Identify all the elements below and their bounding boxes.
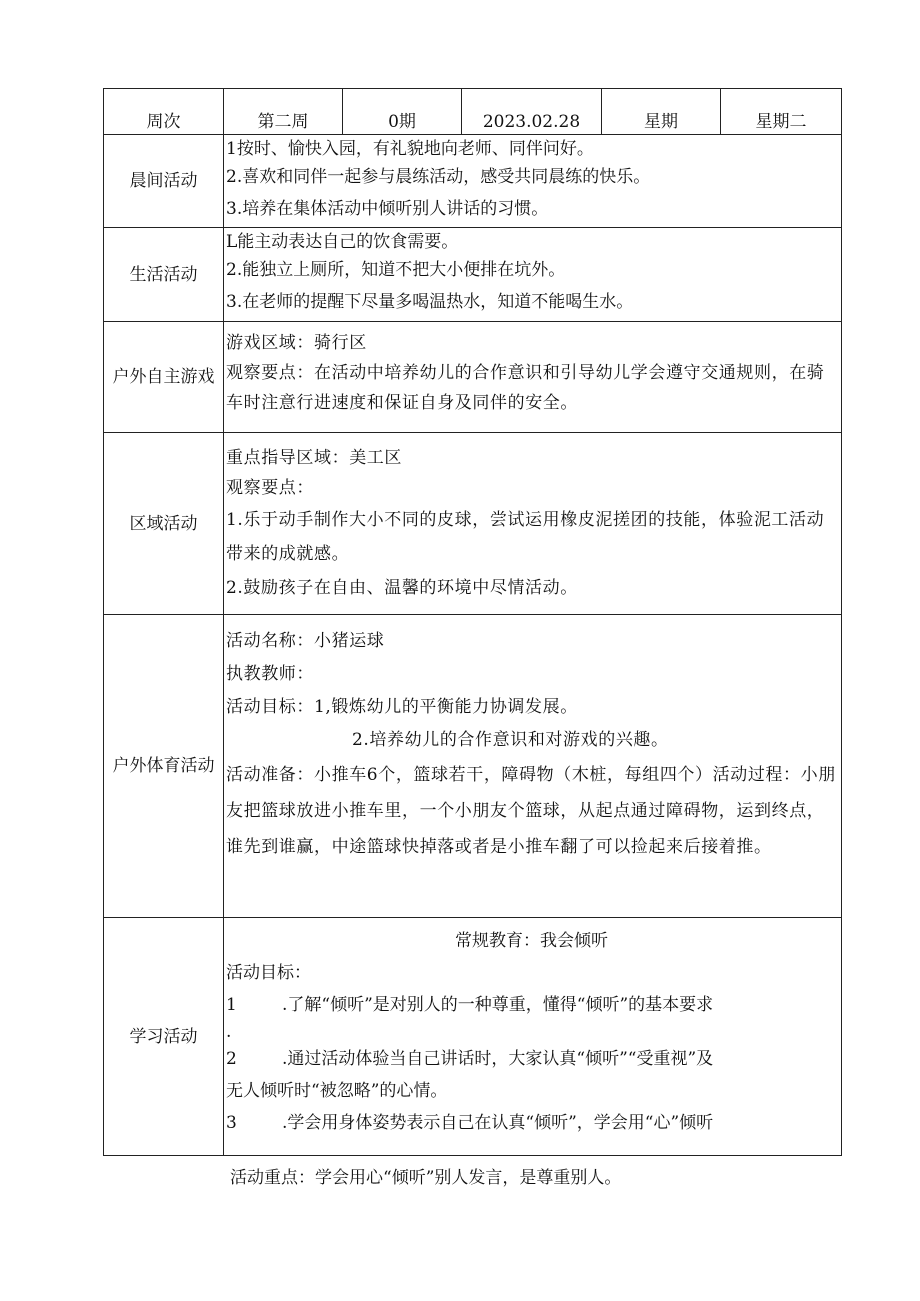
morning-line-3: 3.培养在集体活动中倾听别人讲话的习惯。: [226, 199, 549, 219]
morning-label: 晨间活动: [104, 135, 224, 228]
morning-line-2: 2.喜欢和同伴一起参与晨练活动，感受共同晨练的快乐。: [226, 167, 651, 187]
zone-point-1: 1.乐于动手制作大小不同的皮球，尝试运用橡皮泥搓团的技能，体验泥工活动带来的成就感。: [226, 510, 825, 564]
outdoor-pe-row: [104, 615, 842, 918]
date-value: 2023.02.28: [462, 89, 602, 135]
study-goal-title: 活动目标：: [226, 963, 311, 983]
morning-content: [224, 135, 842, 228]
study-item-2-number: 2: [226, 1049, 237, 1069]
outdoor-pe-label: 户外体育活动: [104, 615, 224, 918]
outdoor-pe-content: [224, 615, 842, 918]
weekday-value: 星期二: [721, 89, 842, 135]
study-item-1-tail: .: [226, 1022, 232, 1042]
study-content: [224, 918, 842, 1156]
life-line-1: L能主动表达自己的饮食需要。: [226, 232, 459, 252]
outdoor-free-area: 游戏区域：骑行区: [226, 333, 367, 353]
zone-area: 重点指导区域：美工区: [226, 448, 402, 468]
outdoor-free-label: 户外自主游戏: [104, 322, 224, 433]
daily-plan-table: [103, 88, 842, 1156]
plan-sheet: [103, 88, 841, 1156]
study-item-3: [226, 1106, 837, 1140]
study-label: 学习活动: [104, 918, 224, 1156]
outdoor-free-content: [224, 322, 842, 433]
life-line-2: 2.能独立上厕所，知道不把大小便排在坑外。: [226, 260, 566, 280]
pe-teacher: 执教教师：: [226, 664, 314, 684]
study-row: [104, 918, 842, 1156]
zone-label: 区域活动: [104, 433, 224, 615]
study-item-3-text: .学会用身体姿势表示自己在认真“倾听”，学会用“心”倾听: [282, 1113, 714, 1133]
outdoor-free-observation: 观察要点：在活动中培养幼儿的合作意识和引导幼儿学会遵守交通规则，在骑车时注意行进速度和保证自身及同伴的安全。: [226, 363, 825, 413]
zone-content: [224, 433, 842, 615]
pe-preparation: 活动准备：小推车6个，篮球若干，障碍物（木桩，每组四个）活动过程：小朋友把篮球放进小推车里，一个小朋友个篮球，从起点通过障碍物，运到终点，谁先到谁赢，中途篮球快掉落或者是小推车翻了可以捡起来后接着推。: [226, 765, 836, 857]
header-row: [104, 89, 842, 135]
study-item-2-continued: 无人倾听时“被忽略”的心情。: [226, 1081, 448, 1101]
life-line-3: 3.在老师的提醒下尽量多喝温热水，知道不能喝生水。: [226, 292, 634, 312]
study-item-2-text: .通过活动体验当自己讲话时，大家认真“倾听”“受重视”及: [282, 1049, 714, 1069]
study-item-1-number: 1: [226, 995, 237, 1015]
life-row: [104, 228, 842, 322]
study-item-3-number: 3: [226, 1113, 237, 1133]
pe-goal-2: 2.培养幼儿的合作意识和对游戏的兴趣。: [352, 730, 669, 750]
pe-goal-1: 活动目标：1,锻炼幼儿的平衡能力协调发展。: [226, 697, 578, 717]
period-value: 0期: [343, 89, 462, 135]
study-item-2: [226, 1042, 837, 1076]
study-title: 常规教育：我会倾听: [455, 931, 608, 951]
week-value: 第二周: [224, 89, 343, 135]
pe-name: 活动名称：小猪运球: [226, 631, 385, 651]
life-label: 生活活动: [104, 228, 224, 322]
study-item-1: [226, 988, 837, 1022]
zone-point-2: 2.鼓励孩子在自由、温馨的环境中尽情活动。: [226, 578, 578, 598]
outdoor-free-row: [104, 322, 842, 433]
morning-line-1: 1按时、愉快入园，有礼貌地向老师、同伴问好。: [226, 139, 594, 159]
study-item-1-text: .了解“倾听”是对别人的一种尊重，懂得“倾听”的基本要求: [282, 995, 714, 1015]
week-label: 周次: [104, 89, 224, 135]
morning-row: [104, 135, 842, 228]
weekday-label: 星期: [602, 89, 721, 135]
life-content: [224, 228, 842, 322]
zone-row: [104, 433, 842, 615]
zone-observation-title: 观察要点：: [226, 478, 314, 498]
activity-focus-text: 活动重点：学会用心“倾听”别人发言，是尊重别人。: [230, 1168, 622, 1188]
